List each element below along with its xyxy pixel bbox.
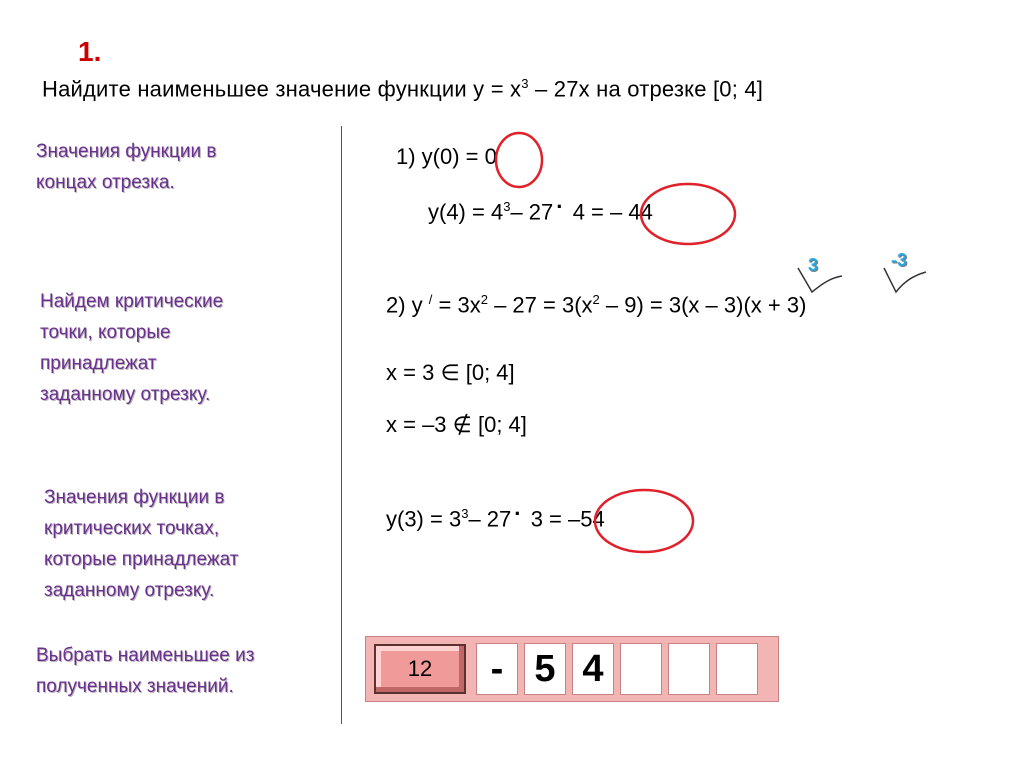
- note-critical-values: Значения функции в критических точках, которые принадлежат заданному отрезку.: [44, 487, 239, 601]
- y4-value: – 44: [610, 199, 653, 225]
- answer-cell-4[interactable]: [620, 643, 662, 695]
- answer-cell-6[interactable]: [716, 643, 758, 695]
- hint-root-neg3: -3: [891, 250, 908, 270]
- answer-cells: [476, 643, 764, 695]
- circle-y3-icon: [595, 490, 693, 552]
- task-statement: Найдите наименьшее значение функции $y = x^3 - 27x$ на отрезке [0; 4]: [42, 76, 764, 102]
- step2-derivative: 2) y $^/ = 3x^2 - 27 = 3(x^2 - 9) = 3(x - 3)(x + 3)$: [386, 292, 807, 318]
- not-element-of-icon: ∉: [452, 412, 472, 437]
- circle-y0-icon: [496, 133, 542, 187]
- answer-cell-1[interactable]: -: [476, 643, 518, 695]
- hint-arrow-3-icon: [798, 268, 842, 292]
- slide-number: 1.: [78, 36, 102, 67]
- root-x3: x = 3 ∈ [0; 4]: [386, 360, 515, 385]
- hint-arrow-neg3-icon: [884, 268, 926, 292]
- step3-y3: $y(3) = 3^3-$ 27 · 3 = –54: [386, 501, 605, 532]
- y0-value: 0: [484, 144, 497, 169]
- root-xneg3: x = –3 ∉ [0; 4]: [386, 412, 527, 437]
- answer-cell-2[interactable]: 5: [524, 643, 566, 695]
- answer-cell-3[interactable]: 4: [572, 643, 614, 695]
- step1-y0: 1) y(0) = 0: [396, 144, 497, 169]
- hint-root-3: 3: [808, 255, 819, 275]
- answer-panel: [365, 636, 779, 702]
- answer-cell-5[interactable]: [668, 643, 710, 695]
- note-critical-points: Найдем критические точки, которые принадлежат заданному отрезку.: [40, 291, 224, 405]
- circle-y4-icon: [641, 184, 735, 244]
- note-endpoints: Значения функции в концах отрезка.: [36, 141, 217, 193]
- element-of-icon: ∈: [440, 360, 460, 385]
- y3-value: –54: [568, 506, 605, 532]
- note-choose-min: Выбрать наименьшее из полученных значений.: [36, 645, 255, 697]
- step1-y4: $y(4) = 4^3-$ 27 · 4 = – 44: [428, 194, 653, 225]
- answer-check-button[interactable]: 12: [374, 644, 466, 694]
